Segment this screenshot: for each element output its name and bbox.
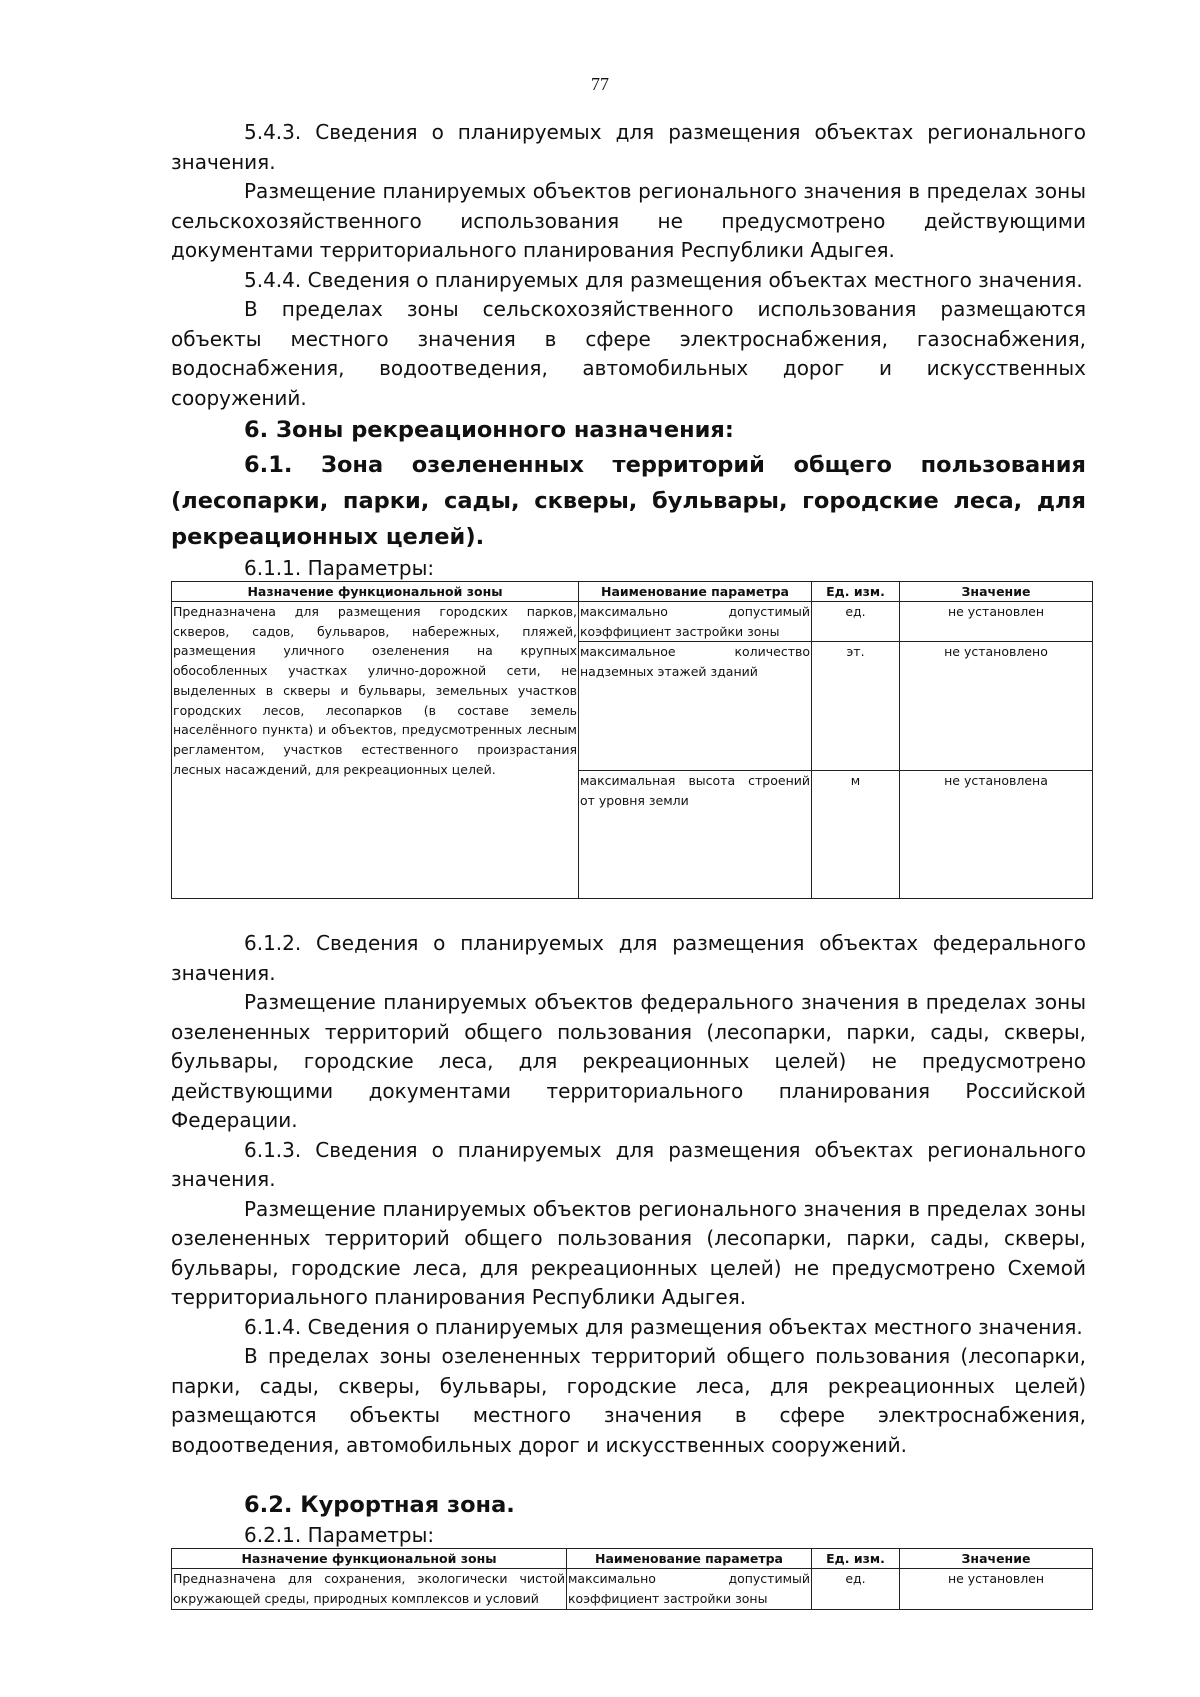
table-header-row: [172, 1549, 1093, 1569]
paragraph-6-1-3-body: Размещение планируемых объектов регионального значения в пределах зоны озелененных территорий общего пользования (лесопарки, парки, сады, скверы, бульвары, городские леса, для рекреационных целей) не предусмотрено Схемой территориального планирования Республики Адыгея.: [171, 1196, 1086, 1310]
section-6-1-heading: 6.1. Зона озелененных территорий общего пользования (лесопарки, парки, сады, скверы, бульвары, городские леса, для рекреационных целей).: [171, 452, 1086, 550]
unit-cell: ед.: [812, 602, 900, 642]
parameters-table-green-zone: [171, 581, 1093, 899]
parameter-cell: максимальная высота строений от уровня земли: [579, 771, 812, 899]
paragraph-5-4-4: 5.4.4. Сведения о планируемых для размещения объектах местного значения.: [244, 267, 1083, 292]
paragraph-6-1-4: 6.1.4. Сведения о планируемых для размещения объектах местного значения.: [244, 1314, 1083, 1339]
table-row: [172, 602, 1093, 642]
page-content: [171, 118, 1086, 1610]
parameter-cell: максимально допустимый коэффициент застройки зоны: [567, 1569, 812, 1609]
header-purpose: Назначение функциональной зоны: [172, 582, 579, 602]
header-unit: Ед. изм.: [812, 1549, 900, 1569]
paragraph-6-1-2-body: Размещение планируемых объектов федерального значения в пределах зоны озелененных территорий общего пользования (лесопарки, парки, сады, скверы, бульвары, городские леса, для рекреационных целей) не предусмотрено действующими документами территориального планирования Российской Федерации.: [171, 990, 1086, 1133]
parameter-cell: максимальное количество надземных этажей зданий: [579, 642, 812, 771]
paragraph-6-1-3: 6.1.3. Сведения о планируемых для размещения объектах регионального значения.: [171, 1137, 1086, 1192]
value-cell: не установлено: [900, 642, 1093, 771]
paragraph-5-4-4-body: В пределах зоны сельскохозяйственного использования размещаются объекты местного значения в сфере электроснабжения, газоснабжения, водоснабжения, водоотведения, автомобильных дорог и искусственных сооружений.: [171, 297, 1086, 410]
header-value: Значение: [900, 582, 1093, 602]
unit-cell: эт.: [812, 642, 900, 771]
value-cell: не установлен: [900, 602, 1093, 642]
header-parameter: Наименование параметра: [579, 582, 812, 602]
section-6-2-1-label: 6.2.1. Параметры:: [244, 1523, 435, 1548]
header-value: Значение: [900, 1549, 1093, 1569]
paragraph-6-1-2: 6.1.2. Сведения о планируемых для размещения объектах федерального значения.: [171, 931, 1086, 985]
page-number: 77: [591, 74, 609, 94]
unit-cell: ед.: [812, 1569, 900, 1609]
paragraph-5-4-3-body: Размещение планируемых объектов регионального значения в пределах зоны сельскохозяйственного использования не предусмотрено действующими документами территориального планирования Республики Адыгея.: [171, 179, 1086, 262]
paragraph-5-4-3: 5.4.3. Сведения о планируемых для размещения объектах регионального значения.: [171, 120, 1086, 174]
zone-purpose-cell: Предназначена для сохранения, экологически чистой окружающей среды, природных комплексов и условий: [172, 1569, 567, 1609]
paragraph-6-1-4-body: В пределах зоны озелененных территорий общего пользования (лесопарки, парки, сады, скверы, бульвары, городские леса, для рекреационных целей) размещаются объекты местного значения в сфере электроснабжения, водоотведения, автомобильных дорог и искусственных сооружений.: [171, 1344, 1086, 1457]
unit-cell: м: [812, 771, 900, 899]
section-6-2-heading: 6.2. Курортная зона.: [244, 1492, 515, 1519]
value-cell: не установлена: [900, 771, 1093, 899]
zone-purpose-cell: Предназначена для размещения городских парков, скверов, садов, бульваров, набережных, пляжей, размещения уличного озеленения на крупных обособленных участках улично-дорожной сети, не выделенных в скверы и бульвары, земельных участков городских лесов, лесопарков (в составе земель населённого пункта) и объектов, предусмотренных лесным регламентом, участков естественного произрастания лесных насаждений, для рекреационных целей.: [172, 602, 579, 899]
header-purpose: Назначение функциональной зоны: [172, 1549, 567, 1569]
parameter-cell: максимально допустимый коэффициент застройки зоны: [579, 602, 812, 642]
header-parameter: Наименование параметра: [567, 1549, 812, 1569]
section-6-1-1-label: 6.1.1. Параметры:: [244, 556, 435, 580]
section-6-heading: 6. Зоны рекреационного назначения:: [244, 417, 734, 443]
header-unit: Ед. изм.: [812, 582, 900, 602]
parameters-table-resort-zone: [171, 1548, 1093, 1609]
table-row: [172, 1569, 1093, 1609]
table-header-row: [172, 582, 1093, 602]
value-cell: не установлен: [900, 1569, 1093, 1609]
